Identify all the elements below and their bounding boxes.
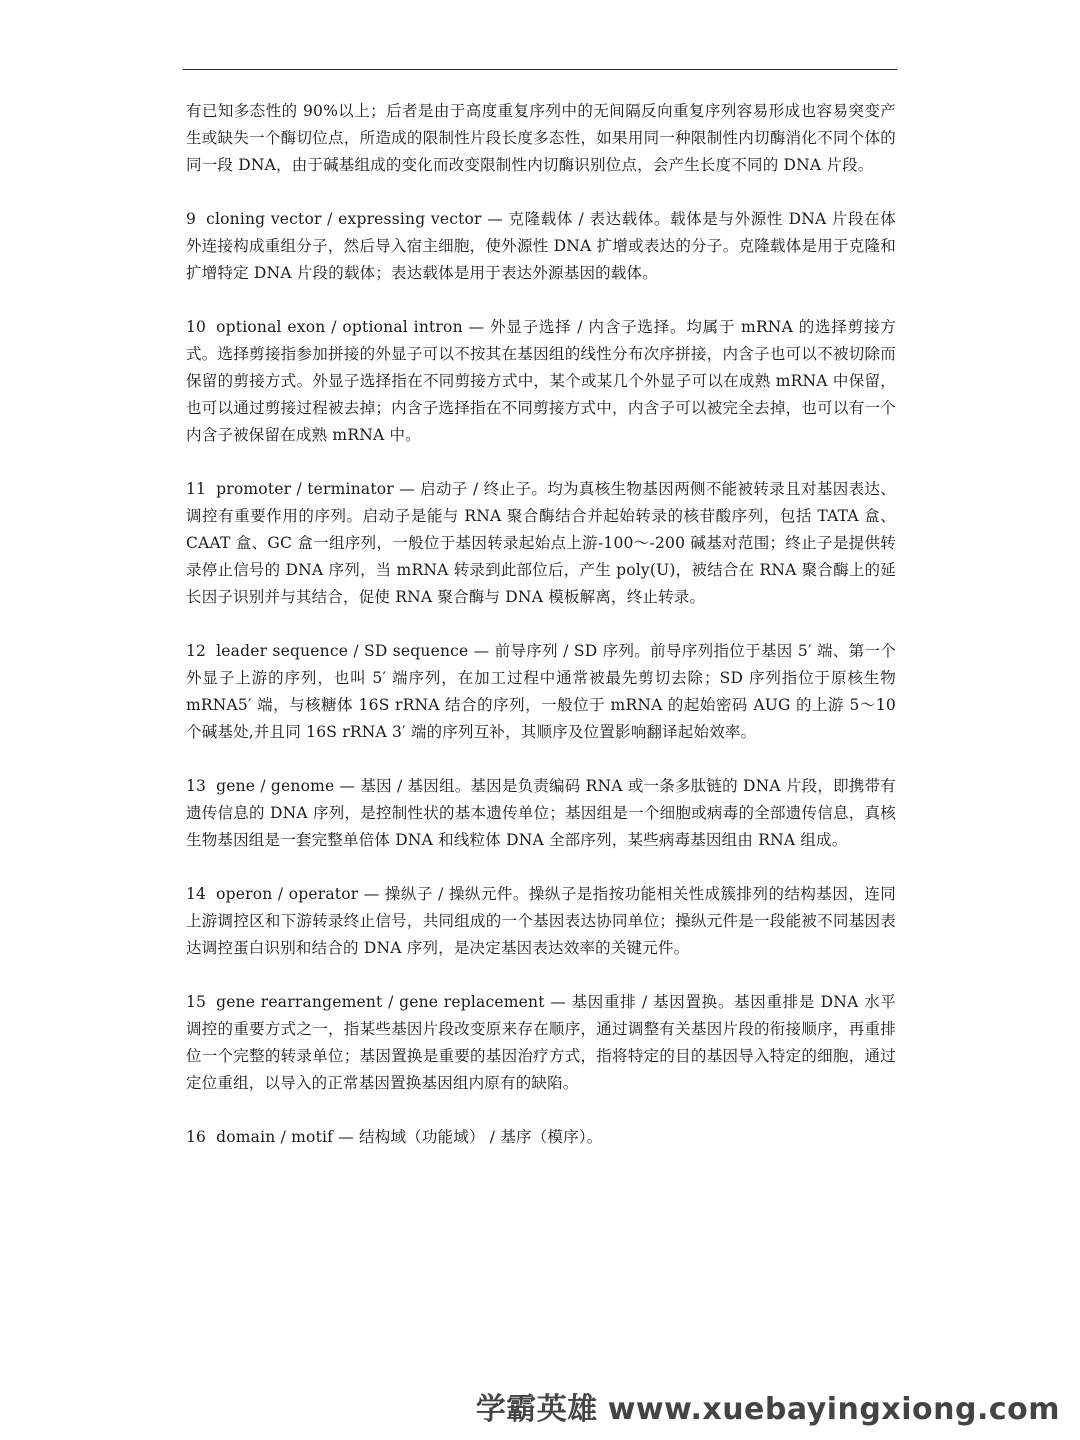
entry-paragraph bbox=[186, 314, 896, 449]
entry-number: 13 bbox=[186, 777, 207, 795]
entry-number: 9 bbox=[186, 210, 197, 228]
document-body bbox=[186, 98, 896, 1178]
entry-number: 14 bbox=[186, 885, 207, 903]
entry-text: operon / operator — 操纵子 / 操纵元件。操纵子是指按功能相关性成簇排列的结构基因，连同上游调控区和下游转录终止信号，共同组成的一个基因表达协同单位；操纵元件是一段能被不同基因表达调控蛋白识别和结合的 DNA 序列，是决定基因表达效率的关键元件。 bbox=[186, 885, 896, 957]
entry-text: promoter / terminator — 启动子 / 终止子。均为真核生物基因两侧不能被转录且对基因表达、调控有重要作用的序列。启动子是能与 RNA 聚合酶结合并起始转录的核苷酸序列，包括 TATA 盒、CAAT 盒、GC 盒一组序列，一般位于基因转录起始点上游-100～-200 碱基对范围；终止子是提供转录停止信号的 DNA 序列，当 mRNA 转录到此部位后，产生 poly(U)，被结合在 RNA 聚合酶上的延长因子识别并与其结合，促使 RNA 聚合酶与 DNA 模板解离，终止转录。 bbox=[186, 480, 896, 606]
entry-number: 16 bbox=[186, 1128, 207, 1146]
entry-number: 10 bbox=[186, 318, 207, 336]
entry-paragraph bbox=[186, 206, 896, 287]
entry-paragraph bbox=[186, 1124, 896, 1151]
entry-number: 11 bbox=[186, 480, 207, 498]
watermark-brand: 学霸英雄 bbox=[475, 1392, 598, 1427]
entry-text: domain / motif — 结构域（功能域） / 基序（模序）。 bbox=[216, 1128, 603, 1146]
entry-number: 12 bbox=[186, 642, 207, 660]
entry-text: gene / genome — 基因 / 基因组。基因是负责编码 RNA 或一条多肽链的 DNA 片段，即携带有遗传信息的 DNA 序列，是控制性状的基本遗传单位；基因组是一个细胞或病毒的全部遗传信息，真核生物基因组是一套完整单倍体 DNA 和线粒体 DNA 全部序列，某些病毒基因组由 RNA 组成。 bbox=[186, 777, 896, 849]
entry-paragraph bbox=[186, 773, 896, 854]
entry-paragraph bbox=[186, 989, 896, 1097]
entry-text: cloning vector / expressing vector — 克隆载体 / 表达载体。载体是与外源性 DNA 片段在体外连接构成重组分子，然后导入宿主细胞，使外源性 DNA 扩增或表达的分子。克隆载体是用于克隆和扩增特定 DNA 片段的载体；表达载体是用于表达外源基因的载体。 bbox=[186, 210, 896, 282]
watermark-url: www.xuebayingxiong.com bbox=[607, 1392, 1060, 1427]
entry-paragraph bbox=[186, 476, 896, 611]
entry-number: 15 bbox=[186, 993, 207, 1011]
entry-text: optional exon / optional intron — 外显子选择 / 内含子选择。均属于 mRNA 的选择剪接方式。选择剪接指参加拼接的外显子可以不按其在基因组的线性分布次序拼接，内含子也可以不被切除而保留的剪接方式。外显子选择指在不同剪接方式中，某个或某几个外显子可以在成熟 mRNA 中保留，也可以通过剪接过程被去掉；内含子选择指在不同剪接方式中，内含子可以被完全去掉，也可以有一个内含子被保留在成熟 mRNA 中。 bbox=[186, 318, 896, 444]
entry-text: leader sequence / SD sequence — 前导序列 / SD 序列。前导序列指位于基因 5′ 端、第一个外显子上游的序列，也叫 5′ 端序列，在加工过程中通常被最先剪切去除；SD 序列指位于原核生物 mRNA5′ 端，与核糖体 16S rRNA 结合的序列，一般位于 mRNA 的起始密码 AUG 的上游 5～10 个碱基处,并且同 16S rRNA 3′ 端的序列互补，其顺序及位置影响翻译起始效率。 bbox=[186, 642, 896, 741]
intro-paragraph: 有已知多态性的 90%以上；后者是由于高度重复序列中的无间隔反向重复序列容易形成也容易突变产生或缺失一个酶切位点，所造成的限制性片段长度多态性，如果用同一种限制性内切酶消化不同个体的同一段 DNA，由于碱基组成的变化而改变限制性内切酶识别位点，会产生长度不同的 DNA 片段。 bbox=[186, 102, 896, 174]
header-rule bbox=[183, 69, 897, 70]
entry-paragraph bbox=[186, 638, 896, 746]
site-watermark bbox=[476, 1384, 1060, 1428]
entry-paragraph bbox=[186, 881, 896, 962]
entry-text: gene rearrangement / gene replacement — 基因重排 / 基因置换。基因重排是 DNA 水平调控的重要方式之一，指某些基因片段改变原来存在顺序，通过调整有关基因片段的衔接顺序，再重排位一个完整的转录单位；基因置换是重要的基因治疗方式，指将特定的目的基因导入特定的细胞，通过定位重组，以导入的正常基因置换基因组内原有的缺陷。 bbox=[186, 993, 896, 1092]
